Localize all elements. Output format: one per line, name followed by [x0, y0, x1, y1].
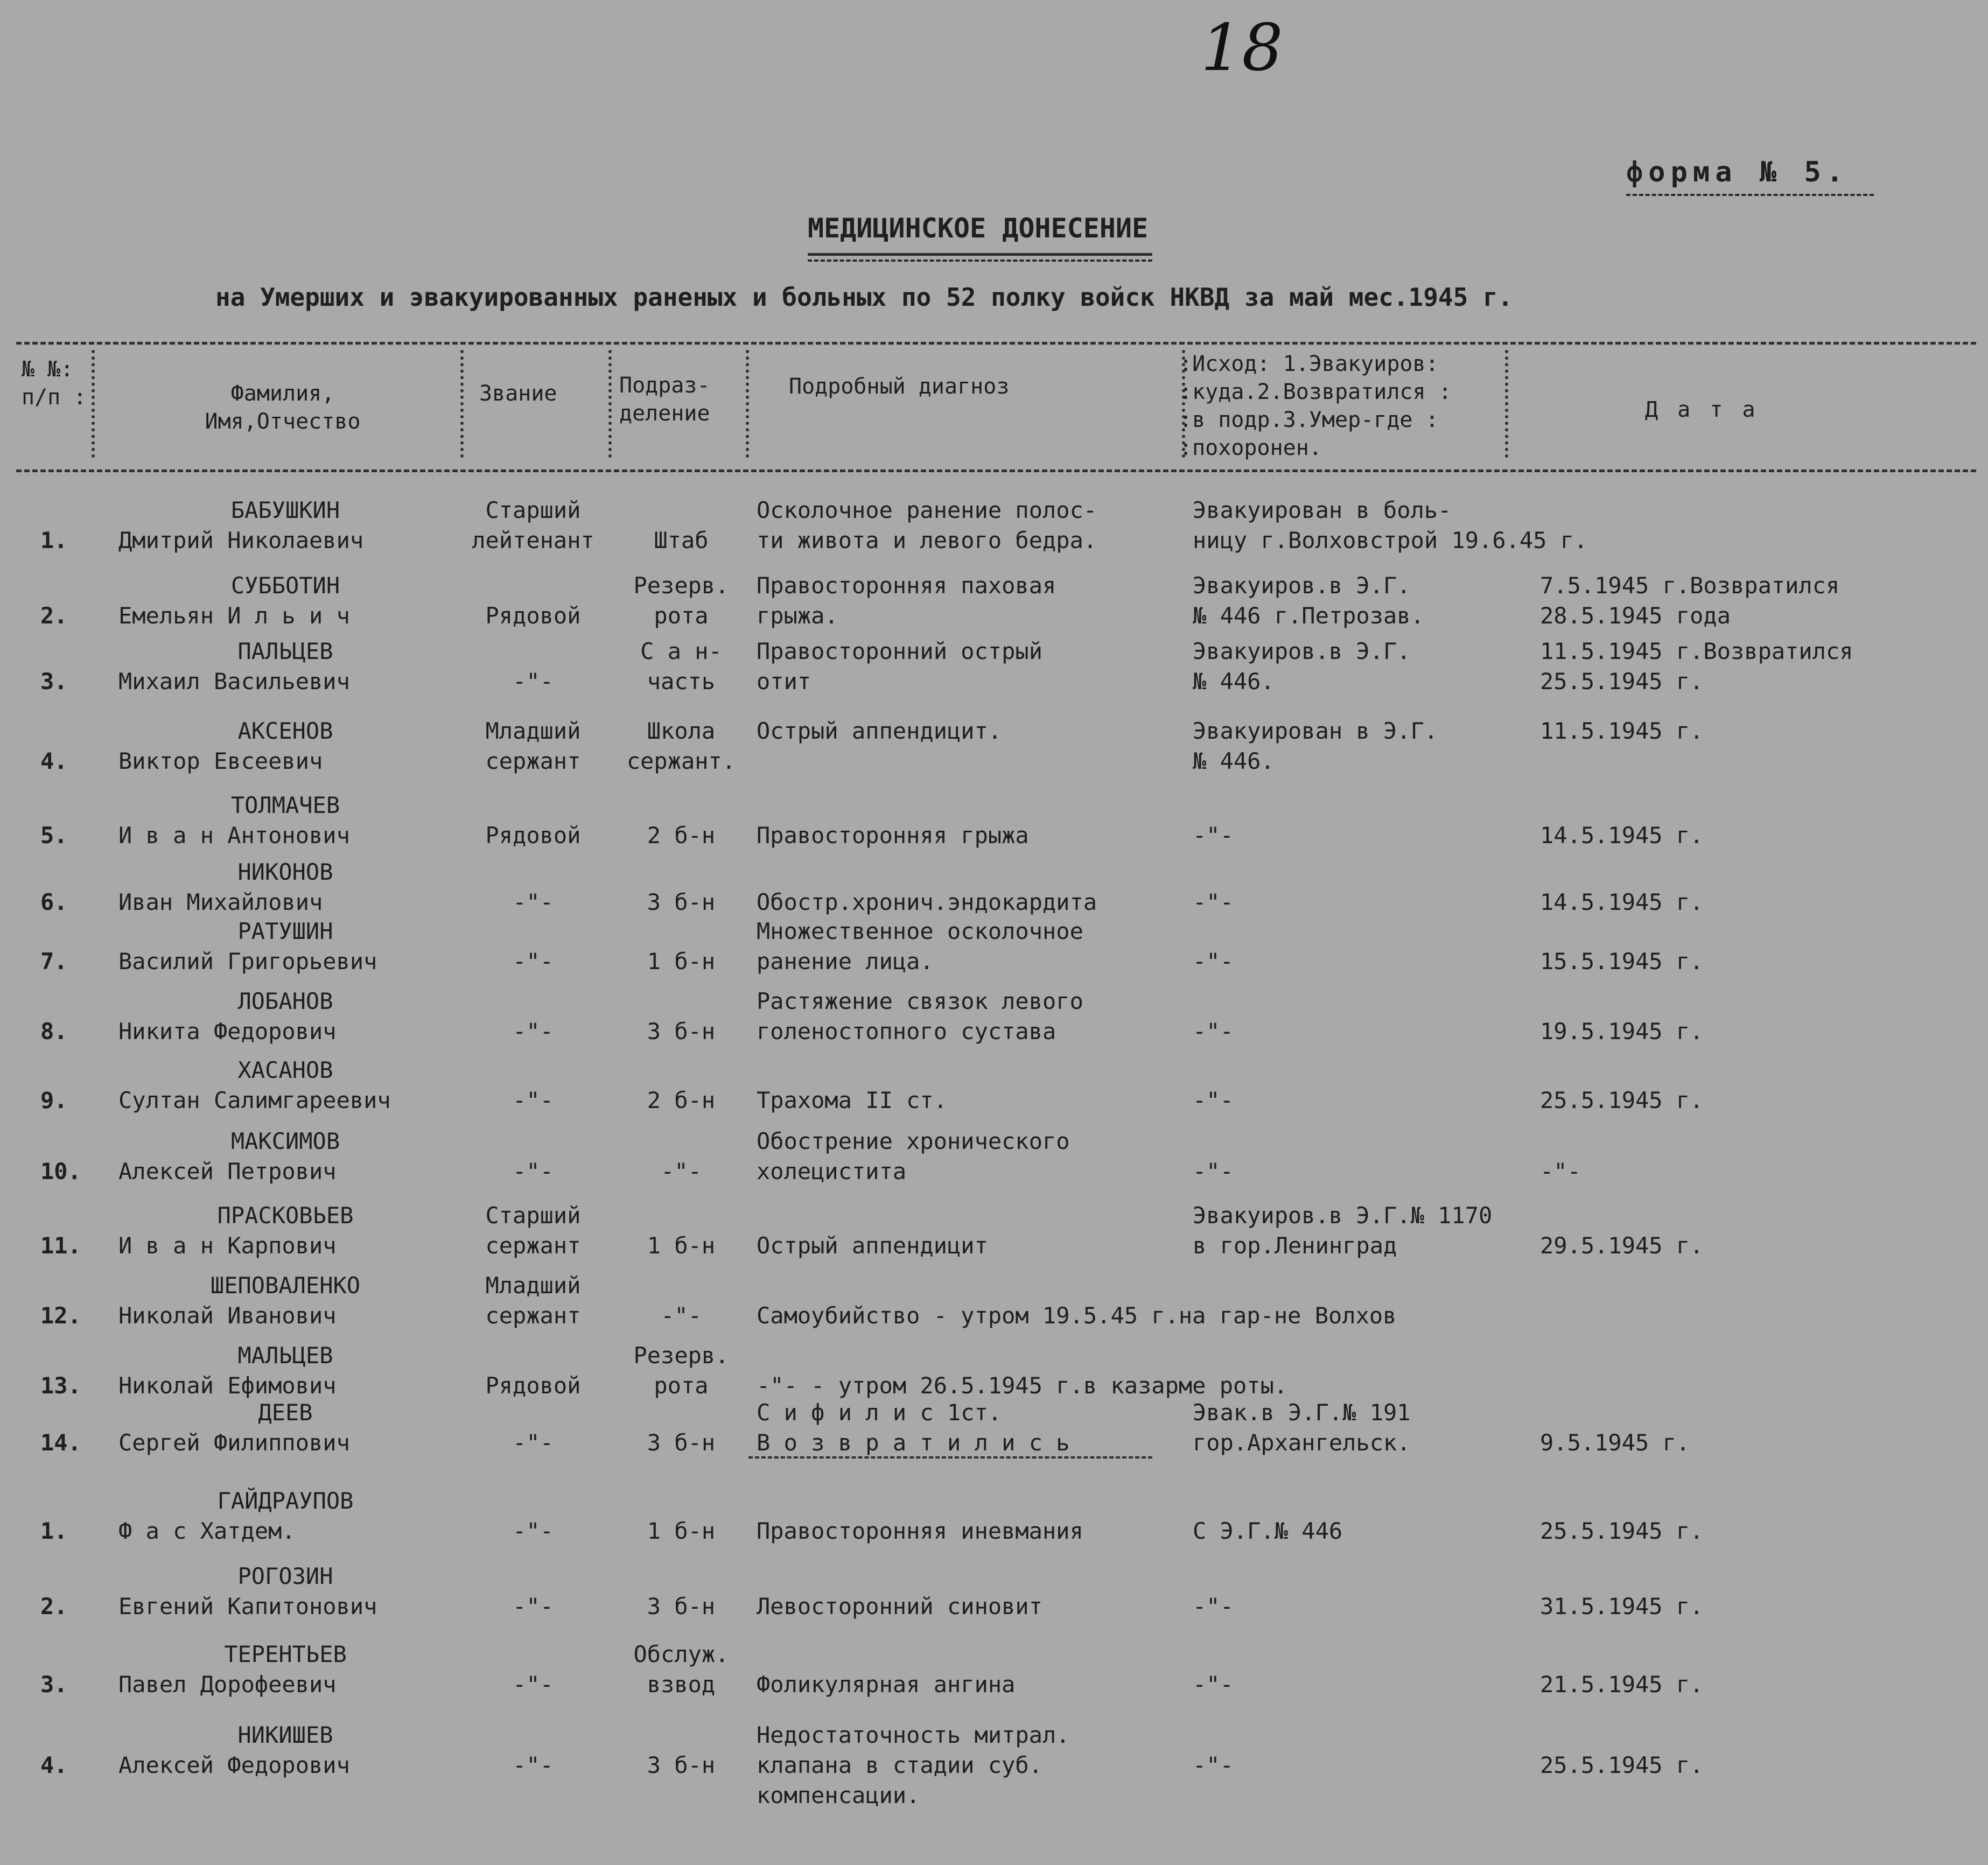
header-bottom-rule — [16, 469, 1976, 472]
outcome: Эвакуиров.в Э.Г. № 446 г.Петрозав. — [1193, 572, 1424, 629]
header-rank: Звание — [479, 381, 557, 406]
header-unit: Подраз- деление — [619, 373, 710, 426]
patient-surname: АКСЕНОВ — [237, 718, 333, 744]
diagnosis: Трахома II ст. — [757, 1087, 948, 1113]
patient-given-names: Николай Иванович — [118, 1302, 337, 1329]
patient-rank: -"- — [513, 668, 554, 695]
report-date: 14.5.1945 г. — [1540, 822, 1704, 849]
diagnosis: Правосторонняя паховая грыжа. — [757, 572, 1056, 629]
outcome: -"- — [1193, 1158, 1234, 1184]
patient-name — [108, 571, 463, 631]
outcome: Эвакуиров.в Э.Г.№ 1170 в гор.Ленинград — [1193, 1202, 1493, 1259]
column-separator — [92, 350, 95, 458]
row-number: 12. — [40, 1302, 81, 1329]
patient-surname: ХАСАНОВ — [237, 1057, 333, 1083]
patient-surname: ТОЛМАЧЕВ — [230, 792, 340, 818]
diagnosis: Обострение хронического холецистита — [757, 1128, 1070, 1184]
column-separator — [746, 350, 749, 458]
patient-unit: Штаб — [654, 527, 709, 553]
row-number: 1. — [40, 527, 68, 553]
report-date: 25.5.1945 г. — [1540, 1518, 1704, 1544]
patient-name — [108, 495, 463, 556]
patient-name — [108, 1055, 463, 1116]
patient-rank: -"- — [513, 1671, 554, 1698]
patient-rank: -"- — [513, 1018, 554, 1044]
patient-name — [108, 1341, 463, 1401]
row-number: 8. — [40, 1018, 68, 1044]
patient-unit: 2 б-н — [647, 1087, 716, 1113]
patient-rank: -"- — [513, 1429, 554, 1456]
outcome: Эвак.в Э.Г.№ 191 гор.Архангельск. — [1193, 1399, 1411, 1456]
patient-given-names: Виктор Евсеевич — [118, 748, 323, 774]
patient-unit: 3 б-н — [647, 889, 716, 915]
patient-name — [108, 636, 463, 697]
form-label: форма № 5. — [1626, 156, 1849, 188]
patient-unit: Резерв. рота — [633, 1342, 729, 1399]
patient-surname: НИКИШЕВ — [237, 1722, 333, 1748]
patient-unit: 1 б-н — [647, 1232, 716, 1259]
column-separator — [460, 350, 464, 458]
diagnosis: Множественное осколочное ранение лица. — [757, 918, 1083, 974]
row-number: 10. — [40, 1158, 81, 1184]
title-underline-dashed — [808, 260, 1152, 262]
diagnosis: Правосторонняя грыжа — [757, 822, 1029, 849]
outcome: -"- — [1193, 889, 1234, 915]
patient-surname: МАКСИМОВ — [230, 1128, 340, 1154]
patient-unit: 1 б-н — [647, 1518, 716, 1544]
patient-name — [108, 1486, 463, 1546]
patient-surname: ТЕРЕНТЬЕВ — [224, 1641, 347, 1667]
patient-surname: РАТУШИН — [237, 918, 333, 944]
diagnosis: Правосторонняя иневмания — [757, 1518, 1083, 1544]
diagnosis: Острый аппендицит — [757, 1232, 988, 1259]
patient-rank: Младший сержант — [485, 1272, 581, 1329]
report-date: 7.5.1945 г.Возвратился 28.5.1945 года — [1540, 572, 1840, 629]
patient-unit: Обслуж. взвод — [633, 1641, 729, 1698]
document-subtitle: на Умерших и эвакуированных раненых и больных по 52 полку войск НКВД за май мес.1945 г. — [215, 283, 1513, 312]
outcome: -"- — [1193, 948, 1234, 974]
patient-rank: -"- — [513, 948, 554, 974]
diagnosis: Фоликулярная ангина — [757, 1671, 1016, 1698]
diagnosis: Левосторонний синовит — [757, 1593, 1043, 1619]
patient-name — [108, 1561, 463, 1622]
report-date: 29.5.1945 г. — [1540, 1232, 1704, 1259]
row-number: 14. — [40, 1429, 81, 1456]
patient-surname: ЛОБАНОВ — [237, 988, 333, 1014]
row-number: 4. — [40, 748, 68, 774]
patient-unit: 2 б-н — [647, 822, 716, 849]
patient-name — [108, 1126, 463, 1187]
column-separator — [1505, 350, 1508, 458]
report-date: 25.5.1945 г. — [1540, 1752, 1704, 1778]
patient-given-names: Василий Григорьевич — [118, 948, 377, 974]
patient-name — [108, 716, 463, 776]
patient-unit: Школа сержант. — [626, 718, 736, 774]
outcome: Эвакуиров.в Э.Г. № 446. — [1193, 638, 1411, 695]
patient-given-names: И в а н Карпович — [118, 1232, 337, 1259]
patient-given-names: Сергей Филиппович — [118, 1429, 350, 1456]
outcome: Эвакуирован в боль- ницу г.Волховстрой 19.6.45 г. — [1193, 497, 1588, 553]
header-date: Д а т а — [1645, 397, 1759, 422]
patient-name — [108, 1720, 463, 1780]
header-name: Фамилия, Имя,Отчество — [205, 381, 361, 434]
outcome: Эвакуирован в Э.Г. № 446. — [1193, 718, 1438, 774]
patient-rank: Старший сержант — [485, 1202, 581, 1259]
patient-surname: ШЕПОВАЛЕНКО — [210, 1272, 361, 1299]
patient-surname: ПАЛЬЦЕВ — [237, 638, 333, 664]
patient-unit: -"- — [661, 1302, 702, 1329]
patient-name — [108, 1398, 463, 1458]
row-number: 11. — [40, 1232, 81, 1259]
patient-name — [108, 1271, 463, 1331]
patient-surname: СУББОТИН — [230, 572, 340, 599]
report-date: 25.5.1945 г. — [1540, 1087, 1704, 1113]
outcome: -"- — [1193, 1671, 1234, 1698]
patient-rank: -"- — [513, 889, 554, 915]
header-top-rule — [16, 342, 1976, 345]
patient-given-names: Алексей Петрович — [118, 1158, 337, 1184]
diagnosis: Обостр.хронич.эндокардита — [757, 889, 1097, 915]
patient-given-names: Михаил Васильевич — [118, 668, 350, 695]
patient-unit: 3 б-н — [647, 1429, 716, 1456]
row-number: 5. — [40, 822, 68, 849]
patient-rank: -"- — [513, 1752, 554, 1778]
patient-rank: Рядовой — [485, 822, 581, 849]
patient-name — [108, 790, 463, 851]
patient-given-names: Иван Михайлович — [118, 889, 323, 915]
patient-name — [108, 857, 463, 917]
patient-given-names: Ф а с Хатдем. — [118, 1518, 296, 1544]
row-number: 9. — [40, 1087, 68, 1113]
diagnosis: С и ф и л и с 1ст. В о з в р а т и л и с ь — [757, 1399, 1070, 1456]
outcome: -"- — [1193, 1018, 1234, 1044]
patient-unit: 3 б-н — [647, 1593, 716, 1619]
patient-name — [108, 986, 463, 1047]
report-date: 15.5.1945 г. — [1540, 948, 1704, 974]
header-diagnosis: Подробный диагноз — [789, 374, 1010, 399]
form-label-underline — [1626, 194, 1874, 196]
outcome: -"- — [1193, 1752, 1234, 1778]
row-number: 2. — [40, 1593, 68, 1619]
report-date: 31.5.1945 г. — [1540, 1593, 1704, 1619]
patient-surname: МАЛЬЦЕВ — [237, 1342, 333, 1369]
report-date: 19.5.1945 г. — [1540, 1018, 1704, 1044]
patient-rank: Рядовой — [485, 602, 581, 629]
diagnosis: Самоубийство - утром 19.5.45 г.на гар-не Волхов — [757, 1302, 1397, 1329]
header-outcome: :Исход: 1.Эвакуиров: :куда.2.Возвратился : :в подр.3.Умер-где : :похоронен. — [1179, 352, 1452, 460]
title-underline — [808, 253, 1152, 256]
row-number: 4. — [40, 1752, 68, 1778]
patient-given-names: Павел Дорофеевич — [118, 1671, 337, 1698]
patient-unit: 3 б-н — [647, 1018, 716, 1044]
patient-surname: ГАЙДРАУПОВ — [217, 1488, 354, 1514]
row-number: 3. — [40, 668, 68, 695]
patient-name — [108, 1639, 463, 1700]
patient-surname: БАБУШКИН — [230, 497, 340, 523]
diagnosis: Правосторонний острый отит — [757, 638, 1043, 695]
patient-surname: РОГОЗИН — [237, 1563, 333, 1589]
patient-unit: Резерв. рота — [633, 572, 729, 629]
outcome: -"- — [1193, 1087, 1234, 1113]
patient-given-names: Алексей Федорович — [118, 1752, 350, 1778]
report-date: 11.5.1945 г.Возвратился 25.5.1945 г. — [1540, 638, 1853, 695]
column-separator — [608, 350, 612, 458]
patient-unit: С а н- часть — [640, 638, 722, 695]
patient-rank: -"- — [513, 1518, 554, 1544]
patient-name — [108, 1201, 463, 1261]
outcome: -"- — [1193, 1593, 1234, 1619]
report-date: 11.5.1945 г. — [1540, 718, 1704, 744]
diagnosis: -"- - утром 26.5.1945 г.в казарме роты. — [757, 1372, 1288, 1399]
patient-given-names: И в а н Антонович — [118, 822, 350, 849]
patient-rank: -"- — [513, 1158, 554, 1184]
report-date: -"- — [1540, 1158, 1581, 1184]
diagnosis: Осколочное ранение полос- ти живота и левого бедра. — [757, 497, 1097, 553]
diagnosis: Недостаточность митрал. клапана в стадии суб. компенсации. — [757, 1722, 1070, 1808]
document-title: МЕДИЦИНСКОЕ ДОНЕСЕНИЕ — [808, 213, 1149, 244]
patient-rank: -"- — [513, 1593, 554, 1619]
report-date: 9.5.1945 г. — [1540, 1429, 1690, 1456]
header-number: № №: п/п : — [22, 357, 87, 410]
patient-given-names: Никита Федорович — [118, 1018, 337, 1044]
patient-rank: Рядовой — [485, 1372, 581, 1399]
patient-surname: ДЕЕВ — [258, 1399, 313, 1426]
patient-rank: Младший сержант — [485, 718, 581, 774]
patient-given-names: Дмитрий Николаевич — [118, 527, 364, 553]
diagnosis: Острый аппендицит. — [757, 718, 1002, 744]
patient-surname: ПРАСКОВЬЕВ — [217, 1202, 354, 1229]
diagnosis: Растяжение связок левого голеностопного сустава — [757, 988, 1083, 1044]
patient-unit: 1 б-н — [647, 948, 716, 974]
outcome: С Э.Г.№ 446 — [1193, 1518, 1343, 1544]
row-number: 7. — [40, 948, 68, 974]
patient-given-names: Евгений Капитонович — [118, 1593, 377, 1619]
row-number: 13. — [40, 1372, 81, 1399]
row-number: 2. — [40, 602, 68, 629]
patient-rank: -"- — [513, 1087, 554, 1113]
row-number: 3. — [40, 1671, 68, 1698]
page-number: 18 — [1201, 11, 1283, 86]
patient-unit: -"- — [661, 1158, 702, 1184]
row-number: 6. — [40, 889, 68, 915]
patient-name — [108, 916, 463, 977]
patient-given-names: Султан Салимгареевич — [118, 1087, 391, 1113]
report-date: 14.5.1945 г. — [1540, 889, 1704, 915]
report-date: 21.5.1945 г. — [1540, 1671, 1704, 1698]
patient-given-names: Николай Ефимович — [118, 1372, 337, 1399]
patient-given-names: Емельян И л ь и ч — [118, 602, 350, 629]
row-number: 1. — [40, 1518, 68, 1544]
outcome: -"- — [1193, 822, 1234, 849]
patient-unit: 3 б-н — [647, 1752, 716, 1778]
patient-surname: НИКОНОВ — [237, 859, 333, 885]
patient-rank: Старший лейтенант — [472, 497, 594, 553]
